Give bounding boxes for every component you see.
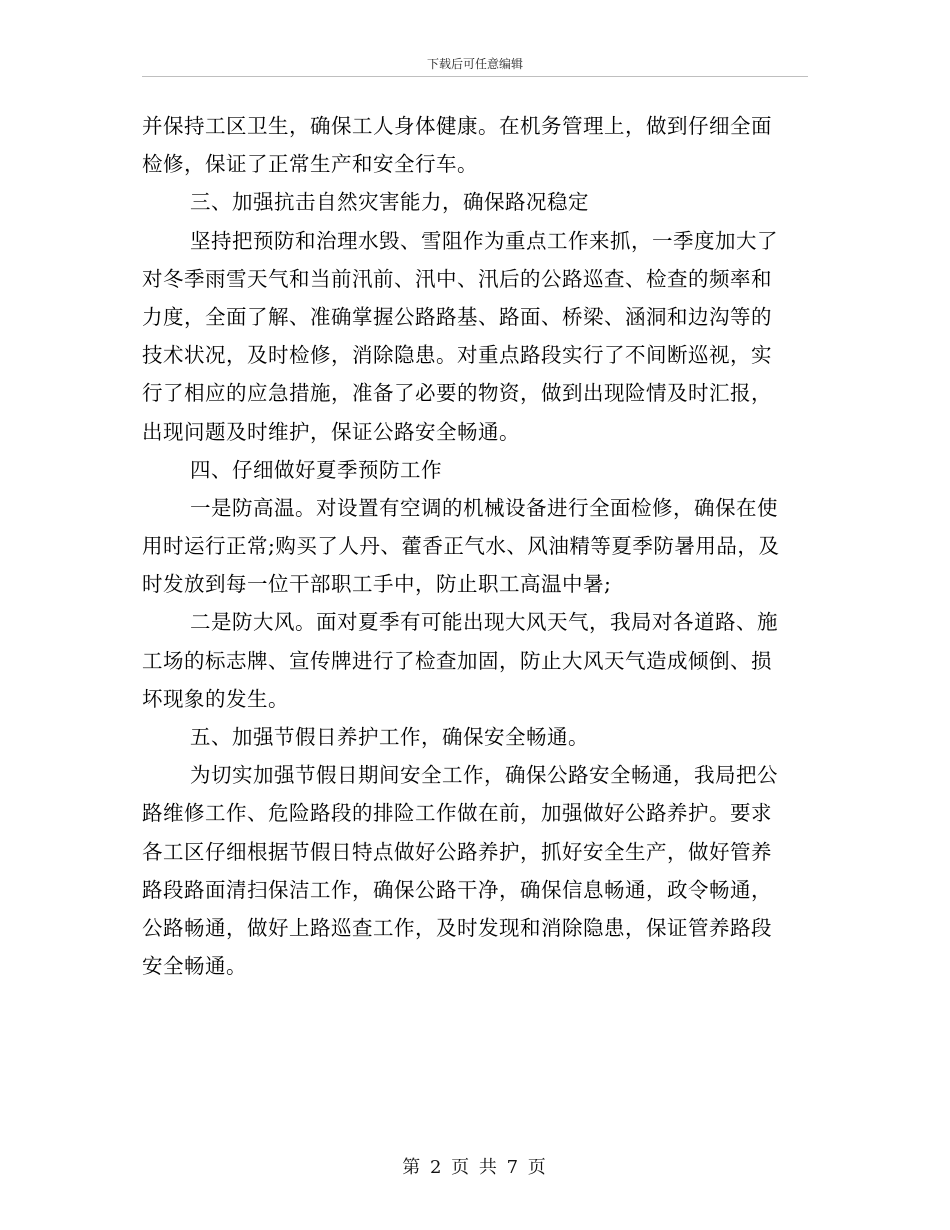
text-line: 行了相应的应急措施，准备了必要的物资，做到出现险情及时汇报， (142, 381, 772, 406)
text-line: 为切实加强节假日期间安全工作，确保公路安全畅通，我局把公 (190, 763, 778, 788)
text-line: 技术状况，及时检修，消除隐患。对重点路段实行了不间断巡视，实 (142, 343, 772, 368)
text-line: 力度，全面了解、准确掌握公路路基、路面、桥梁、涵洞和边沟等的 (142, 304, 772, 329)
text-line: 五、加强节假日养护工作，确保安全畅通。 (190, 725, 589, 749)
text-line: 四、仔细做好夏季预防工作 (190, 457, 442, 482)
text-line: 三、加强抗击自然灾害能力，确保路况稳定 (190, 190, 589, 215)
text-line: 二是防大风。面对夏季有可能出现大风天气，我局对各道路、施 (190, 610, 778, 635)
document-body (142, 107, 810, 985)
header-divider (142, 76, 808, 77)
text-line: 一是防高温。对设置有空调的机械设备进行全面检修，确保在使 (190, 495, 778, 520)
text-line: 路段路面清扫保洁工作，确保公路干净，确保信息畅通，政令畅通， (142, 877, 772, 902)
text-line: 检修，保证了正常生产和安全行车。 (142, 152, 478, 177)
text-line: 路维修工作、危险路段的排险工作做在前，加强做好公路养护。要求 (142, 801, 772, 826)
text-line: 各工区仔细根据节假日特点做好公路养护，抓好安全生产，做好管养 (142, 839, 772, 864)
text-line: 出现问题及时维护，保证公路安全畅通。 (142, 419, 520, 444)
text-line: 工场的标志牌、宣传牌进行了检查加固，防止大风天气造成倾倒、损 (142, 648, 772, 673)
page-footer: 第 2 页 共 7 页 (402, 1157, 548, 1178)
text-line: 安全畅通。 (142, 954, 247, 979)
page-header: 下载后可任意编辑 (426, 57, 523, 71)
text-line: 坚持把预防和治理水毁、雪阻作为重点工作来抓，一季度加大了 (190, 228, 778, 253)
text-line: 公路畅通，做好上路巡查工作，及时发现和消除隐患，保证管养路段 (142, 915, 772, 940)
text-line: 时发放到每一位干部职工手中，防止职工高温中暑; (142, 572, 612, 597)
text-line: 并保持工区卫生，确保工人身体健康。在机务管理上，做到仔细全面 (142, 114, 772, 138)
text-line: 坏现象的发生。 (142, 686, 289, 711)
text-line: 对冬季雨雪天气和当前汛前、汛中、汛后的公路巡查、检查的频率和 (142, 266, 772, 291)
text-line: 用时运行正常;购买了人丹、藿香正气水、风油精等夏季防暑用品，及 (142, 534, 780, 559)
